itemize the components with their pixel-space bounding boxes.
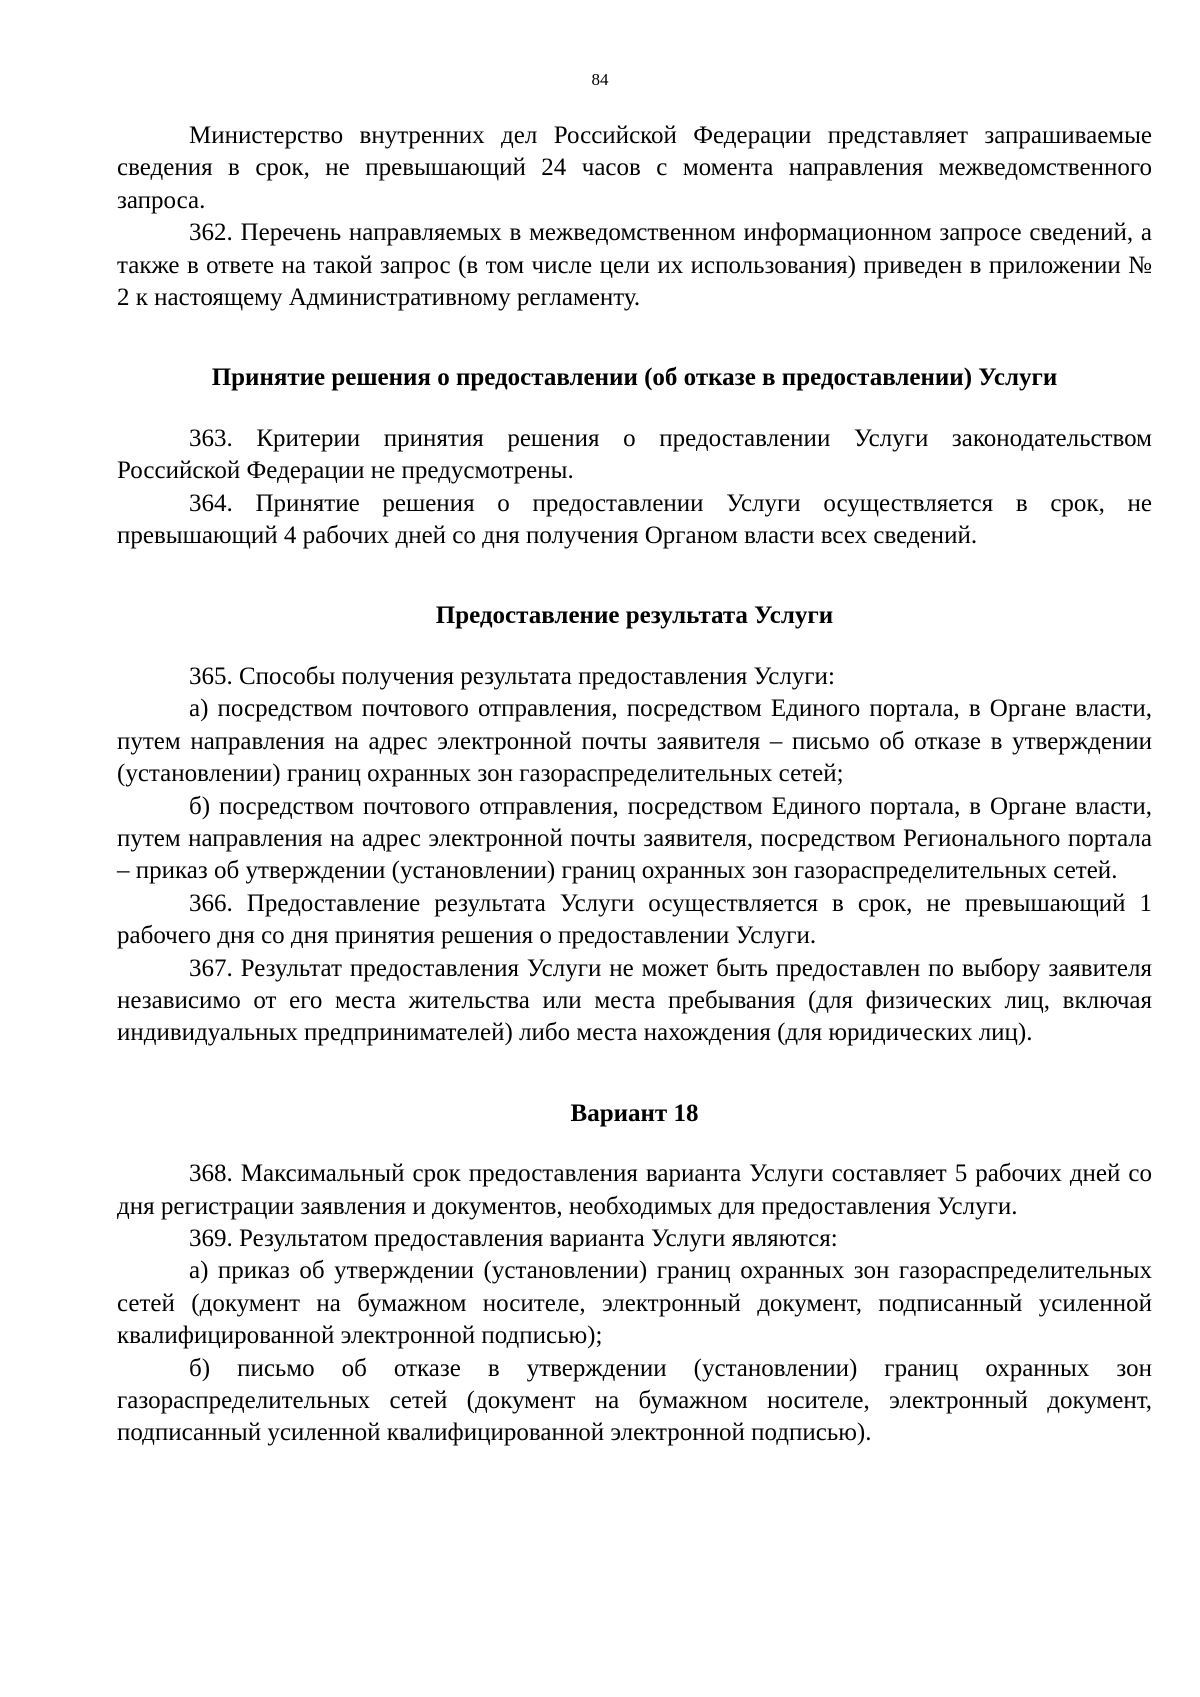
spacer [117,633,1152,661]
spacer [117,1050,1152,1098]
paragraph-367: 367. Результат предоставления Услуги не может быть предоставлен по выбору заявителя независимо от его места жительства или места пребывания (для физических лиц, включая индивидуальных предпринимателей) либо места нахождения (для юридических лиц). [117,954,1152,1047]
spacer [117,395,1152,423]
document-body [117,120,1152,1450]
paragraph-362: 362. Перечень направляемых в межведомственном информационном запросе сведений, а также в ответе на такой запрос (в том числе цели их использования) приведен в приложении № 2 к настоящему Административному регламенту. [117,219,1152,312]
paragraph-366: 366. Предоставление результата Услуги осуществляется в срок, не превышающий 1 рабочего дня со дня принятия решения о предоставлении Услуги. [117,889,1152,950]
paragraph-369-a: а) приказ об утверждении (установлении) границ охранных зон газораспределительных сетей (документ на бумажном носителе, электронный документ, подписанный усиленной квалифицированной электронной подписью); [117,1257,1152,1350]
paragraph-365-a: а) посредством почтового отправления, посредством Единого портала, в Органе власти, путем направления на адрес электронной почты заявителя – письмо об отказе в утверждении (установлении) границ охранных зон газораспределительных сетей; [117,695,1152,788]
section-heading-variant-18: Вариант 18 [570,1099,699,1127]
paragraph-364: 364. Принятие решения о предоставлении Услуги осуществляется в срок, не превышающий 4 рабочих дней со дня получения Органом власти всех сведений. [117,489,1152,550]
page-number: 84 [591,70,609,89]
paragraph-365: 365. Способы получения результата предоставления Услуги: [189,662,835,690]
paragraph-mvd-response: Министерство внутренних дел Российской Федерации представляет запрашиваемые сведения в срок, не превышающий 24 часов с момента направления межведомственного запроса. [117,122,1152,214]
section-heading-result: Предоставление результата Услуги [435,602,834,630]
paragraph-369: 369. Результатом предоставления варианта Услуги являются: [189,1224,838,1252]
paragraph-363: 363. Критерии принятия решения о предоставлении Услуги законодательством Российской Федерации не предусмотрены. [117,424,1152,485]
section-heading-decision: Принятие решения о предоставлении (об отказе в предоставлении) Услуги [211,364,1058,392]
spacer [117,1130,1152,1158]
spacer [117,314,1152,362]
paragraph-365-b: б) посредством почтового отправления, посредством Единого портала, в Органе власти, путем направления на адрес электронной почты заявителя, посредством Регионального портала – приказ об утверждении (установлении) границ охранных зон газораспределительных сетей. [117,792,1152,885]
spacer [117,552,1152,600]
paragraph-368: 368. Максимальный срок предоставления варианта Услуги составляет 5 рабочих дней со дня регистрации заявления и документов, необходимых для предоставления Услуги. [117,1160,1152,1220]
paragraph-369-b: б) письмо об отказе в утверждении (установлении) границ охранных зон газораспределительных сетей (документ на бумажном носителе, электронный документ, подписанный усиленной квалифицированной электронной подписью). [117,1354,1152,1447]
